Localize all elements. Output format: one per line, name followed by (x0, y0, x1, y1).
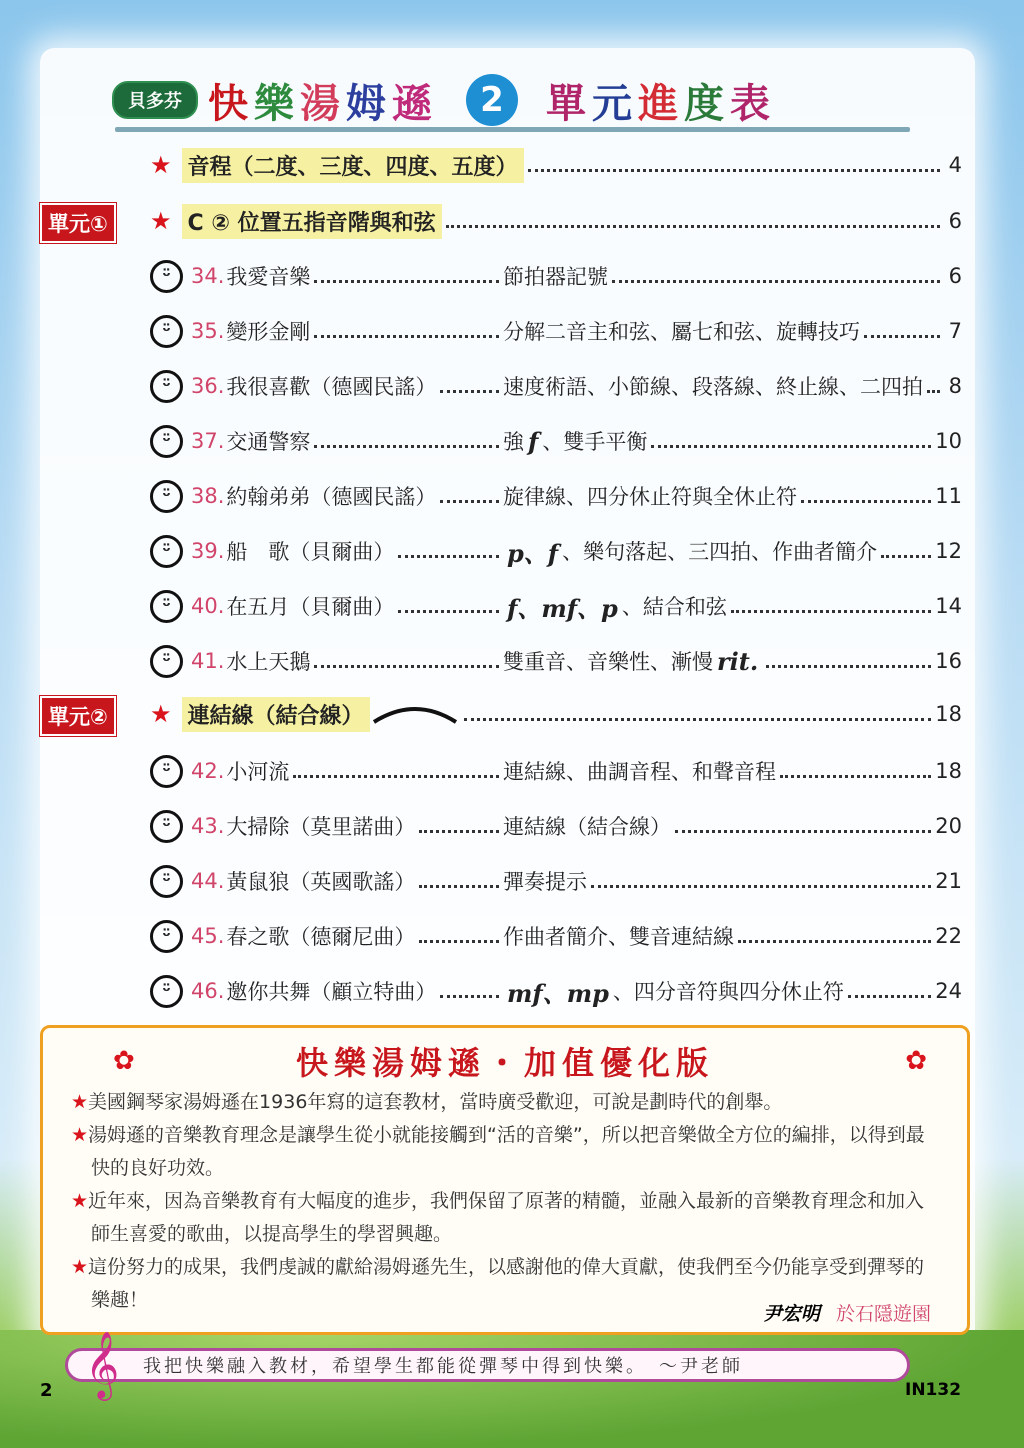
lesson-title-cell (150, 810, 503, 843)
title-char: 單 (546, 79, 592, 127)
lesson-title-cell (150, 755, 503, 788)
preface-paragraph (51, 1185, 967, 1251)
dot-leader (651, 434, 931, 448)
lesson-row (150, 916, 962, 956)
dot-leader (731, 599, 931, 613)
section-unit2 (150, 694, 962, 734)
page-number-footer: 2 (40, 1380, 53, 1401)
lesson-title-cell (150, 370, 503, 403)
lesson-row (150, 586, 962, 626)
dot-leader (591, 874, 931, 888)
smiley-icon: ᵕ̈ (150, 645, 183, 678)
lesson-title-cell (150, 645, 503, 678)
dot-leader (419, 874, 499, 888)
preface-title: 快樂湯姆遜・加值優化版 (295, 1044, 714, 1082)
dot-leader (398, 599, 499, 613)
lesson-title: 黃鼠狼（英國歌謠） (226, 870, 416, 894)
dot-leader (314, 434, 499, 448)
footer-quote: 我把快樂融入教材，希望學生都能從彈琴中得到快樂。 ～尹老師 (143, 1356, 743, 1377)
lesson-number: 38. (191, 484, 225, 508)
dynamic-marking: mf、mp (507, 978, 609, 1008)
dot-leader (314, 324, 499, 338)
lesson-row (150, 366, 962, 406)
star-icon: ★ (150, 207, 172, 235)
smiley-icon: ᵕ̈ (150, 535, 183, 568)
title-underline (115, 127, 910, 132)
lesson-number: 36. (191, 374, 225, 398)
page-number: 20 (935, 814, 962, 838)
dot-leader (927, 379, 940, 393)
lesson-title-cell (150, 535, 503, 568)
lesson-number: 37. (191, 429, 225, 453)
lesson-row (150, 311, 962, 351)
page-title (112, 72, 912, 128)
subtitle (546, 72, 776, 129)
page-number: 24 (935, 979, 962, 1003)
dynamic-marking: f (528, 426, 539, 456)
lesson-title: 邀你共舞（顧立特曲） (226, 980, 437, 1004)
title-char: 度 (684, 79, 730, 127)
dot-leader (398, 544, 499, 558)
lesson-row (150, 751, 962, 791)
lesson-title: 約翰弟弟（德國民謠） (226, 485, 437, 509)
lesson-topic-suffix: 、雙手平衡 (542, 430, 648, 454)
dynamic-marking: f、mf、p (507, 593, 618, 623)
title-char: 表 (730, 79, 776, 127)
smiley-icon: ᵕ̈ (150, 425, 183, 458)
smiley-icon: ᵕ̈ (150, 810, 183, 843)
lesson-title: 船 歌（貝爾曲） (226, 540, 395, 564)
title-char: 進 (638, 79, 684, 127)
publisher-badge: 貝多芬 (112, 81, 198, 119)
section-unit1 (150, 201, 962, 241)
star-icon: ★ (71, 1091, 89, 1113)
page-number: 14 (935, 594, 962, 618)
tie-arc-icon (370, 702, 460, 726)
lesson-number: 39. (191, 539, 225, 563)
star-icon: ★ (71, 1256, 89, 1278)
lesson-topic-suffix: 、四分音符與四分休止符 (612, 980, 844, 1004)
smiley-icon: ᵕ̈ (150, 755, 183, 788)
lesson-topic: 作曲者簡介、雙音連結線 (503, 925, 734, 949)
lesson-topic: 連結線、曲調音程、和聲音程 (503, 760, 776, 784)
preface-paragraph (51, 1119, 967, 1185)
smiley-icon: ᵕ̈ (150, 315, 183, 348)
page-number: 12 (935, 539, 962, 563)
lesson-title-cell (150, 315, 503, 348)
smiley-icon: ᵕ̈ (150, 480, 183, 513)
smiley-icon: ᵕ̈ (150, 260, 183, 293)
dot-leader (464, 707, 932, 721)
paragraph-text: 這份努力的成果，我們虔誠的獻給湯姆遜先生，以感謝他的偉大貢獻，使我們至今仍能享受到彈琴的樂趣！ (88, 1256, 925, 1311)
page-number: 10 (935, 429, 962, 453)
lesson-row (150, 256, 962, 296)
lesson-row (150, 861, 962, 901)
page-number: 4 (948, 153, 962, 177)
lesson-title: 春之歌（德爾尼曲） (226, 925, 416, 949)
smiley-icon: ᵕ̈ (150, 865, 183, 898)
title-char: 快 (208, 79, 254, 127)
lesson-topic: 強 (503, 430, 524, 454)
lesson-title-cell (150, 480, 503, 513)
lesson-title: 在五月（貝爾曲） (226, 595, 395, 619)
dot-leader (675, 819, 931, 833)
flower-icon: ✿ (905, 1046, 927, 1076)
dot-leader (881, 544, 931, 558)
dot-leader (440, 984, 499, 998)
lesson-number: 46. (191, 979, 225, 1003)
title-char: 元 (592, 79, 638, 127)
dot-leader (314, 654, 499, 668)
star-icon: ★ (150, 151, 172, 179)
lesson-title-cell (150, 425, 503, 458)
unit-1-badge: 單元① (40, 203, 116, 243)
lesson-title-cell (150, 590, 503, 623)
lesson-title: 變形金剛 (226, 320, 311, 344)
dot-leader (314, 269, 499, 283)
lesson-title: 小河流 (226, 760, 290, 784)
dot-leader (446, 214, 940, 228)
smiley-icon: ᵕ̈ (150, 590, 183, 623)
lesson-title-cell (150, 975, 503, 1008)
page-number: 22 (935, 924, 962, 948)
page-number: 16 (935, 649, 962, 673)
lesson-topic: 分解二音主和弦、屬七和弦、旋轉技巧 (503, 320, 860, 344)
lesson-title-cell (150, 865, 503, 898)
lesson-number: 41. (191, 649, 225, 673)
lesson-number: 45. (191, 924, 225, 948)
lesson-title: 交通警察 (226, 430, 311, 454)
lesson-number: 34. (191, 264, 225, 288)
author-signature: 尹宏明 (762, 1303, 820, 1325)
lesson-row (150, 476, 962, 516)
footer-quote-banner (65, 1348, 910, 1382)
paragraph-text: 近年來，因為音樂教育有大幅度的進步，我們保留了原著的精髓，並融入最新的音樂教育理念和加入師生喜愛的歌曲，以提高學生的學習興趣。 (88, 1190, 925, 1245)
lesson-topic: 節拍器記號 (503, 265, 608, 289)
lesson-number: 35. (191, 319, 225, 343)
dot-leader (419, 929, 499, 943)
lesson-title: 我很喜歡（德國民謠） (226, 375, 437, 399)
star-icon: ★ (150, 700, 172, 728)
lesson-topic: 雙重音、音樂性、漸慢 (503, 650, 713, 674)
unit-2-badge: 單元② (40, 696, 116, 736)
preface-box (40, 1025, 970, 1335)
paragraph-text: 湯姆遜的音樂教育理念是讓學生從小就能接觸到“活的音樂”，所以把音樂做全方位的編排，以得到最快的良好功效。 (88, 1124, 925, 1179)
dot-leader (440, 489, 499, 503)
dot-leader (801, 489, 931, 503)
smiley-icon: ᵕ̈ (150, 920, 183, 953)
page-number: 11 (935, 484, 962, 508)
page-number: 7 (948, 319, 962, 343)
dynamic-marking: p、f (507, 538, 559, 568)
signature (763, 1299, 931, 1326)
preface-paragraph (51, 1086, 967, 1119)
dot-leader (612, 269, 940, 283)
lesson-number: 42. (191, 759, 225, 783)
section-intervals (150, 145, 962, 185)
flower-icon: ✿ (113, 1046, 135, 1076)
dot-leader (848, 984, 931, 998)
treble-clef-icon: 𝄞 (85, 1330, 120, 1398)
lesson-title-cell (150, 920, 503, 953)
lesson-title: 大掃除（莫里諾曲） (226, 815, 416, 839)
lesson-number: 43. (191, 814, 225, 838)
smiley-icon: ᵕ̈ (150, 370, 183, 403)
page-number: 18 (935, 702, 962, 726)
star-icon: ★ (71, 1190, 89, 1212)
title-char: 湯 (300, 79, 346, 127)
dot-leader (738, 929, 931, 943)
lesson-topic: 彈奏提示 (503, 870, 587, 894)
book-code: IN132 (905, 1380, 962, 1400)
lesson-topic: 連結線（結合線） (503, 815, 671, 839)
page-number: 6 (948, 264, 962, 288)
lesson-topic: 旋律線、四分休止符與全休止符 (503, 485, 797, 509)
lesson-number: 40. (191, 594, 225, 618)
lesson-row (150, 641, 962, 681)
lesson-row (150, 971, 962, 1011)
title-char: 樂 (254, 79, 300, 127)
dot-leader (293, 764, 499, 778)
dynamic-marking: rit. (717, 646, 759, 676)
dot-leader (766, 654, 931, 668)
page-number: 8 (948, 374, 962, 398)
lesson-topic: 速度術語、小節線、段落線、終止線、二四拍 (503, 375, 923, 399)
dot-leader (440, 379, 499, 393)
lesson-row (150, 421, 962, 461)
lesson-topic-suffix: 、樂句落起、三四拍、作曲者簡介 (562, 540, 878, 564)
page-number: 6 (948, 209, 962, 233)
smiley-icon: ᵕ̈ (150, 975, 183, 1008)
paragraph-text: 美國鋼琴家湯姆遜在1936年寫的這套教材，當時廣受歡迎，可說是劃時代的創舉。 (88, 1091, 783, 1113)
section-title: 連結線（結合線） (182, 697, 370, 732)
dot-leader (780, 764, 931, 778)
lesson-title-cell (150, 260, 503, 293)
lesson-topic-suffix: 、結合和弦 (621, 595, 727, 619)
section-title: C ② 位置五指音階與和弦 (182, 204, 442, 239)
signature-place: 於石隱遊園 (835, 1303, 931, 1325)
lesson-title: 我愛音樂 (226, 265, 311, 289)
page-number: 18 (935, 759, 962, 783)
lesson-row (150, 806, 962, 846)
series-title (208, 72, 438, 129)
lesson-title: 水上天鵝 (226, 650, 311, 674)
section-title: 音程（二度、三度、四度、五度） (182, 148, 524, 183)
title-char: 遜 (392, 79, 438, 127)
dot-leader (419, 819, 499, 833)
title-char: 姆 (346, 79, 392, 127)
dot-leader (864, 324, 940, 338)
star-icon: ★ (71, 1124, 89, 1146)
lesson-row (150, 531, 962, 571)
dot-leader (528, 158, 940, 172)
volume-number: 2 (466, 74, 518, 126)
page-number: 21 (935, 869, 962, 893)
lesson-number: 44. (191, 869, 225, 893)
